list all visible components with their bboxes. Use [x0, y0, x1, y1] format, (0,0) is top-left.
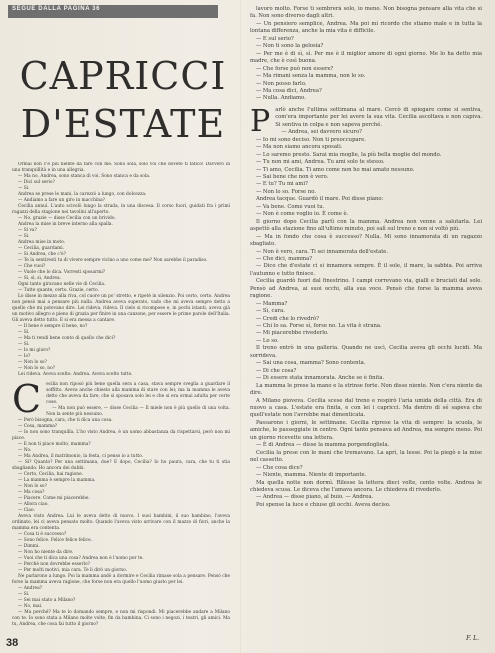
paragraph: Lo disse in mezzo alla riva, col cuore un po' stretto, e ripetè in silenzio. Poi certo, certo. Andrea non pensò mai a pensare più nulla. Andrea aveva superato, vado che mi aveva sempre detto a quello che mi potevano dire. Lei rideva, rideva. Il cielo si ricompose e, in pochi istanti, aveva già un motivo allegro e pieno di grazia per finire in una canzone, per essere le prime parole dell'Italia. Gli aveva detto tutto. E si era messa a cantare. — [12, 294, 230, 323]
paragraph: Cecilia guardò fuori dal finestrino. I campi correvano via, gialli e bruciati dal sole. Pensò ad Andrea, ai suoi occhi, alla sua voce. Pensò che forse la mamma aveva ragione. — [250, 278, 482, 300]
paragraph: Andrea mise in moto. — [18, 240, 65, 245]
paragraph: — Andrea? — [18, 586, 43, 591]
paragraph: — Dimmi. — [18, 544, 40, 549]
paragraph: lavoro molto. Forse ti sembrerà solo, io meno. Non bisogna pensare alla vita che si fa. Non sono diverso dagli altri. — [250, 6, 482, 20]
story-title — [18, 52, 228, 148]
paragraph: Andrea tacque. Guardò il mare. Poi disse piano: — [256, 196, 384, 203]
paragraph: — Ma Andrea, il matrimonio, la festa, ci penso io a tutto. — [18, 454, 143, 459]
paragraph: — Il bene è sempre il bene, no? — [18, 324, 88, 329]
paragraph: — Sì, cara. — [256, 308, 285, 315]
paragraph: — E non ti piace molto, mamma? — [18, 442, 91, 447]
running-head: SEGUE DALLA PAGINA 36 — [12, 6, 101, 12]
paragraph: — Ma non può essere, — disse Cecilia — Il miele non è più quello di una volta. Non la sente più nessuno. — [46, 406, 230, 417]
paragraph: — Un pensiero semplice, Andrea. Ma poi mi ricordo che stiamo male e in tutta la lontana differenza, anche la mia vita è difficile. — [250, 20, 482, 35]
paragraph: — Sì? Quanto? Per una settimana, due? E dopo, Cecilia? Io ho paura, cara, che tu ti stia sbagliando. Ho ancora dei dubbi. — [12, 460, 230, 471]
paragraph: — E tu? Tu mi ami? — [256, 181, 308, 188]
paragraph: — Sì. — [18, 234, 30, 239]
paragraph: — Cecilia, guardami. — [18, 246, 65, 251]
paragraph: — No. — [18, 448, 32, 453]
paragraph: — Vuole che lo dica. Vorresti sposarmi? — [18, 270, 106, 275]
paragraph: — Io? — [18, 354, 31, 359]
paragraph: — Sì. — [18, 342, 30, 347]
paragraph: — Certo, Cecilia, hai ragione. — [18, 472, 84, 477]
paragraph: — Che cosa dice? — [256, 464, 303, 471]
paragraph: — Sì. — [18, 186, 30, 191]
paragraph: Cecilia la prese con le mani che tremavano. La aprì, la lesse. Poi la piegò e la mise nel cassetto. — [250, 449, 482, 464]
paragraph: — Nulla. Andiamo. — [256, 95, 306, 102]
paragraph: — Lo so. — [256, 337, 279, 344]
paragraph: — Va bene. Come vuoi tu. — [256, 203, 325, 210]
paragraph: Cecilia annuì. L'auto scivolò lungo la strada, in una discesa. Il corso fuori, guidati fra i primi ragazzi della stagione nei tavolini all'aperto. — [12, 204, 230, 215]
paragraph: — Non lo so, no? — [18, 366, 56, 371]
paragraph: Il treno entrò in una galleria. Quando ne uscì, Cecilia aveva gli occhi lucidi. Ma sorrideva. — [250, 345, 482, 359]
paragraph: Aveva visto Andrea. Lui le aveva detto di nuovo. I suoi bambini, il suo bambino, l'aveva ordinato, lei ci aveva pensato molto. Quando l'aveva visto arrivare con il mazzo di fiori, anche la mamma era contenta. — [12, 514, 230, 531]
paragraph: — Che forse può non essere? — [256, 65, 334, 72]
paragraph: Andrea la mise in breve interno alla spalla. — [18, 222, 113, 227]
paragraph: — Sai una cosa, mamma? Sono contenta. — [256, 360, 366, 367]
paragraph: — Non è come voglio io. È come è. — [256, 211, 349, 218]
paragraph: — Non ti sono la gelosia? — [256, 43, 324, 50]
paragraph: — Che vuoi? — [18, 264, 46, 269]
paragraph: — Ma non siamo ancora sposati. — [256, 144, 343, 151]
paragraph: — È di Andrea — disse la mamma porgendogliela. — [256, 442, 390, 449]
paragraph: — Lo saremo presto. Sarai mia moglie, la più bella moglie del mondo. — [256, 151, 442, 158]
paragraph: Lei rideva. Aveva scelto: Andrea. Aveva scelto tutto. — [18, 372, 133, 377]
paragraph: — No, mai. — [18, 604, 43, 609]
paragraph: — Piacere. Come mi piacerebbe. — [18, 496, 90, 501]
paragraph: — Te la sentiresti tu di vivere sempre vicino a uno come me? Non sarebbe il paradiso. — [18, 258, 208, 263]
paragraph-text: ecilia non riposò più bene quella sera a casa, stava sempre sveglia a guardare il soffitto. Aveva anche chiesto alla mamma di stare con lei; ma la mamma le aveva detto che aveva da fare, che si sposava solo lei e che si era ormai adulta per certe cose. — [46, 382, 230, 405]
page-gutter — [240, 0, 241, 653]
page-number: 38 — [6, 637, 19, 649]
left-column — [12, 162, 230, 628]
paragraph: — Mamma? — [256, 300, 288, 307]
paragraph: A Milano pioveva. Cecilia scese dal treno e respirò l'aria umida della città. Era di nuovo a casa. L'estate era finita, e con lei i capricci. Ma dentro di sé sapeva che quell'estate non l'avrebbe mai dimenticata. — [250, 397, 482, 419]
paragraph: — Ma rimani senza la mamma, non lo so. — [256, 73, 366, 80]
paragraph: — Perché non dovrebbe esserlo? — [18, 562, 90, 567]
paragraph: — Tutte quante, certo. Grazie, certo. — [18, 288, 99, 293]
paragraph: — E sul serio? — [256, 35, 294, 42]
paragraph: Poi spense la luce e chiuse gli occhi. Aveva deciso. — [256, 501, 391, 508]
paragraph: — Io non sono tranquilla. L'ho visto Andrea, è un uomo abbastanza da rispettarsi, però non mi piace. — [12, 430, 230, 441]
paragraph: — Per molti motivi, mia cara. Te li dirò un giorno. — [18, 568, 127, 573]
paragraph: — Per me è di sì, sì. Per me è il miglior amore di ogni giorno. Me lo ha detto mia madre, che è così buona. — [250, 50, 482, 65]
paragraph: — Allora ciao. — [18, 502, 49, 507]
paragraph: — Non lo so. Forse no. — [256, 188, 316, 195]
paragraph: — Ti amo, Cecilia. Ti amo come non ho mai amato nessuno. — [256, 166, 415, 173]
paragraph: — Che dici, mamma? — [256, 255, 313, 262]
paragraph-text: arlò anche l'ultima settimana al mare. Cercò di spiegare come si sentiva, com'era importante per lei avere la sua vita. Cecilia ascoltava e non capiva. Si sentiva in colpa e non sapeva perché. — [275, 106, 482, 128]
paragraph: — Ma perché? Ma te lo domando sempre, e non mi rispondi. Mi piacerebbe andare a Milano con te. Io sono stata a Milano molte volte, fin da bambina. Ci sono i negozi, i teatri, gli amici. Ma tu, Andrea, che cosa fai tutto il giorno? — [12, 610, 230, 627]
paragraph: Andrea se prese le mani, la carezzò a lungo, con dolcezza. — [18, 192, 147, 197]
paragraph: — Sì. — [18, 330, 30, 335]
paragraph: Ormai non c'è più niente da fare con me. Sono sola, solo voi che dovete ti fatico! Davvero in una tranquillità e in una allegria. — [12, 162, 230, 173]
paragraph: — Mi piacerebbe rivederlo. — [256, 330, 329, 337]
paragraph: — Ma ti rendi bene conto di quello che dici? — [18, 336, 116, 341]
paragraph: — Andrea, sei davvero sicuro? — [281, 129, 362, 136]
paragraph: — Però bisogna, cara, che ti dica una cosa. — [18, 418, 113, 423]
paragraph: — Tu non mi ami, Andrea. Tu ami solo te stesso. — [256, 159, 385, 166]
paragraph: — Non lo so? — [18, 484, 47, 489]
paragraph: — Niente, mamma. Niente di importante. — [256, 472, 367, 479]
title-line-2: D'ESTATE — [20, 102, 226, 146]
paragraph: — Si Andrea, che c'è? — [18, 252, 66, 257]
paragraph: Ogni tanto giravano nelle vie di Cecilia. — [18, 282, 106, 287]
paragraph: Il giorno dopo Cecilia partì con la mamma. Andrea non venne a salutarla. Lei aspettò alla stazione fino all'ultimo minuto, poi salì sul treno e non si voltò più. — [250, 218, 482, 233]
paragraph: — Credi che lo rivedrò? — [256, 315, 319, 322]
paragraph: — Chi lo sa. Forse sì, forse no. La vita è strana. — [256, 323, 382, 330]
paragraph: Ma quella notte non dormì. Rilesse la lettera dieci volte, cento volte. Andrea le chiedeva scusa. Le diceva che l'amava ancora. Le chiedeva di rivederlo. — [250, 479, 482, 493]
paragraph: — Sei mai stato a Milano? — [18, 598, 76, 603]
paragraph: — Di essere stata innamorata. Anche se è finita. — [256, 375, 385, 382]
paragraph: — Di che cosa? — [256, 367, 297, 374]
drop-cap: P — [250, 103, 271, 139]
paragraph: — Andiamo a fare un giro in macchina? — [18, 198, 105, 203]
drop-cap: C — [12, 377, 42, 421]
paragraph: — Andrea — disse piano, al buio. — Andrea. — [256, 494, 374, 501]
paragraph: — Dico che d'estate ci si innamora sempre. È il sole, il mare, la sabbia. Poi arriva l'autunno e tutto finisce. — [250, 263, 482, 277]
paragraph: Passarono i giorni, le settimane. Cecilia riprese la vita di sempre: la scuola, le amiche, le passeggiate in centro. Ogni tanto pensava ad Andrea, ma sempre meno. Poi un giorno ricevette una lettera. — [250, 419, 482, 441]
paragraph: — Sì. — [18, 592, 30, 597]
paragraph: — Sì, sì, sì, Andrea. — [18, 276, 61, 281]
paragraph: — Cosa, mamma? — [18, 424, 58, 429]
paragraph: — No, grazie — disse Cecilia con un brivido. — [18, 216, 116, 221]
paragraph: — Io mi giuro? — [18, 348, 51, 353]
paragraph: — Vuoi che ti dica una cosa? Andrea non è l'uomo per te. — [18, 556, 144, 561]
paragraph: — Si va? — [18, 228, 37, 233]
paragraph: — Cosa ti è successo? — [18, 532, 67, 537]
paragraph: — Non ho niente da dire. — [18, 550, 74, 555]
author-signature: F. L. — [466, 635, 479, 642]
paragraph: — Sai bene che non è vero. — [256, 173, 329, 180]
paragraph: Ne parlarono a lungo. Poi la mamma andò a dormire e Cecilia rimase sola a pensare. Pensò che forse la mamma aveva ragione, che forse non era quello l'uomo giusto per lei. — [12, 574, 230, 585]
paragraph: — Ma cosa? — [18, 490, 45, 495]
paragraph: — Non è vero, cara. Ti sei innamorata dell'estate. — [256, 248, 389, 255]
paragraph: La mamma le prese la mano e la strinse forte. Non disse niente. Non c'era niente da dire. — [250, 382, 482, 397]
paragraph: — Ma no, Andrea, sono stanca di voi. Sono stanca e da sola. — [18, 174, 151, 179]
paragraph: — Dici sul serio? — [18, 180, 55, 185]
paragraph: — Ma in fondo che cosa è successo? Nulla. Mi sono innamorata di un ragazzo sbagliato. — [250, 233, 482, 248]
right-column — [250, 6, 482, 509]
paragraph: — Non lo so? — [18, 360, 47, 365]
paragraph: — Sono felice. Felice felice felice. — [18, 538, 93, 543]
paragraph: — La mamma è sempre la mamma. — [18, 478, 96, 483]
paragraph: — Ma cosa dici, Andrea? — [256, 87, 322, 94]
paragraph: — Non posso farlo. — [256, 80, 307, 87]
paragraph: — Ciao. — [18, 508, 35, 513]
paragraph: — Io mi sono deciso. Non ti preoccupare. — [256, 136, 366, 143]
title-line-1: CAPRICCI — [19, 54, 227, 98]
